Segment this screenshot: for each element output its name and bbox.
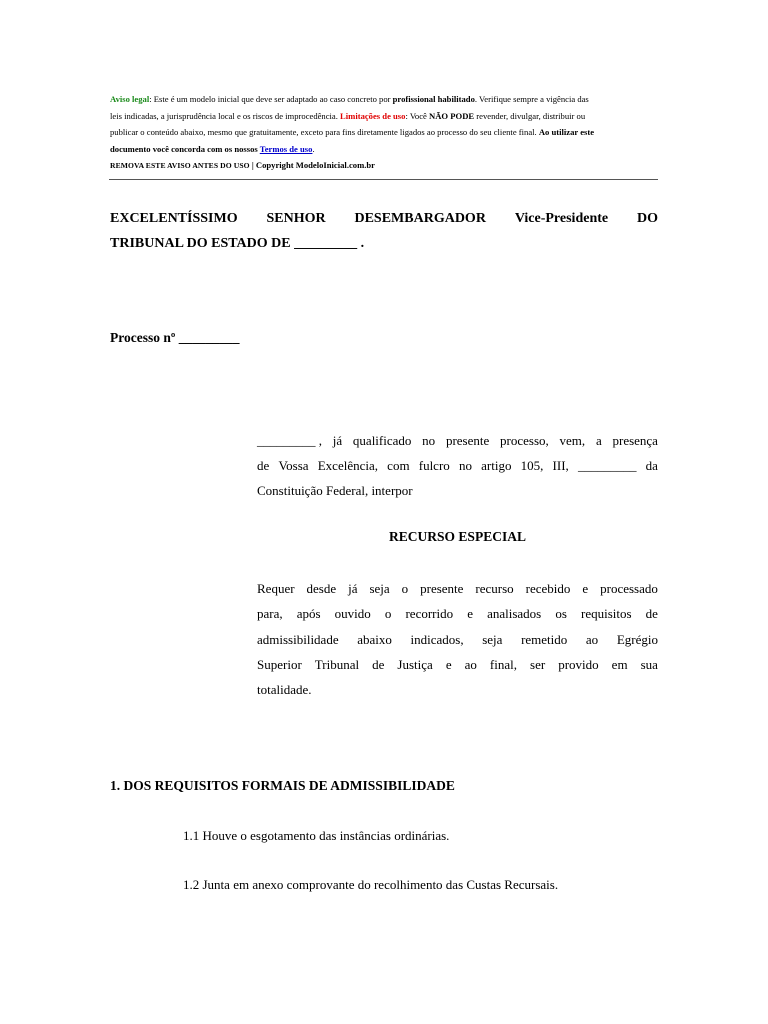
intro-line-3: Constituição Federal, interpor: [257, 483, 413, 498]
terms-of-use-link[interactable]: Termos de uso: [259, 143, 313, 154]
remove-notice-text: REMOVA ESTE AVISO ANTES DO USO: [110, 161, 250, 170]
intro-line-2: de Vossa Excelência, com fulcro no artigo 105, III, _________ da: [257, 458, 658, 473]
document-title: RECURSO ESPECIAL: [389, 529, 526, 544]
limitations-label: Limitações de uso: [340, 110, 406, 121]
horizontal-divider: [109, 179, 658, 180]
section-item-1-2: 1.2 Junta em anexo comprovante do recolhimento das Custas Recursais.: [183, 877, 559, 892]
notice-line-3: publicar o conteúdo abaixo, mesmo que gratuitamente, exceto para fins diretamente ligados ao processo do seu cliente final. Ao utilizar este: [110, 127, 595, 137]
notice-line-2: leis indicadas, a jurisprudência local e os riscos de improcedência. Limitações de uso: Você NÃO PODE revender, divulgar, distribuir ou: [110, 110, 586, 121]
copyright-text: | Copyright ModeloInicial.com.br: [249, 160, 375, 170]
legal-notice: [110, 91, 655, 175]
addressee: [110, 206, 658, 256]
section-item-1-1: 1.1 Houve o esgotamento das instâncias ordinárias.: [183, 828, 450, 843]
request-line-1: Requer desde já seja o presente recurso recebido e processado: [257, 581, 658, 596]
process-number: Processo nº _________: [110, 330, 240, 345]
notice-line-1: Aviso legal: Este é um modelo inicial que deve ser adaptado ao caso concreto por profissional habilitado. Verifique sempre a vigência das: [110, 94, 589, 104]
addressee-line-1: EXCELENTÍSSIMO SENHOR DESEMBARGADOR Vice-Presidente DO: [110, 211, 658, 226]
request-paragraph: [257, 576, 658, 702]
notice-label: Aviso legal: [110, 94, 150, 104]
notice-line-4: documento você concorda com os nossos Termos de uso.: [110, 143, 315, 154]
request-line-5: totalidade.: [257, 682, 312, 698]
addressee-line-2: TRIBUNAL DO ESTADO DE _________ .: [110, 236, 365, 251]
intro-line-1: _________ , já qualificado no presente processo, vem, a presença: [257, 433, 658, 448]
intro-paragraph: [257, 428, 658, 503]
request-line-3: admissibilidade abaixo indicados, seja remetido ao Egrégio: [257, 631, 658, 647]
notice-line-5: [110, 157, 655, 175]
request-line-4: Superior Tribunal de Justiça e ao final, ser provido em sua: [257, 656, 658, 672]
request-line-2: para, após ouvido o recorrido e analisados os requisitos de: [257, 606, 658, 622]
section-heading: 1. DOS REQUISITOS FORMAIS DE ADMISSIBILIDADE: [110, 778, 455, 793]
